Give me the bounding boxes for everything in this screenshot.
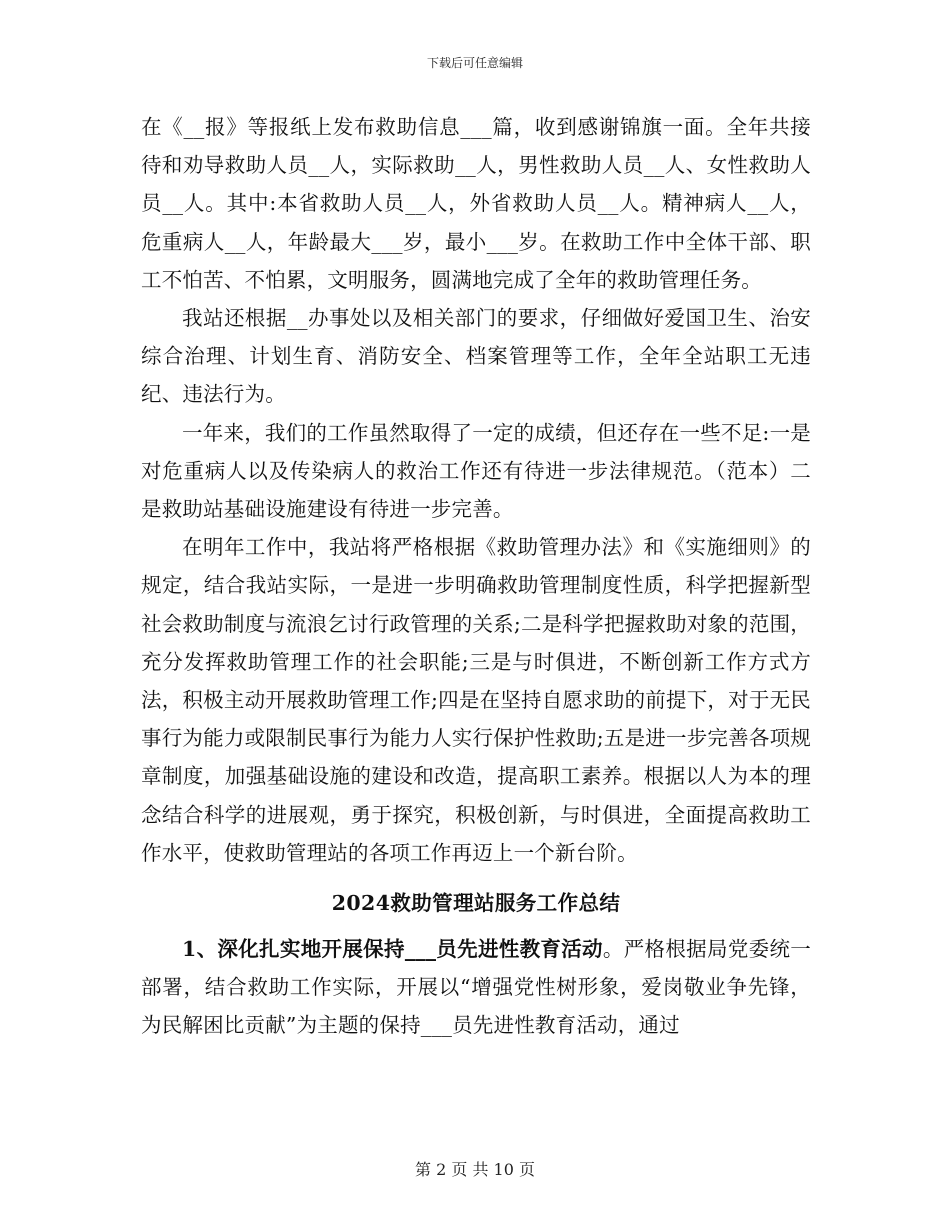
section-1-text: 。严格根据局党委统一部署，结合救助工作实际，开展以“增强党性树形象，爱岗敬业争先锋，为民解困比贡献”为主题的保持___员先进性教育活动，通过: [141, 937, 812, 1038]
paragraph-next-year-plan: 在明年工作中，我站将严格根据《救助管理办法》和《实施细则》的规定，结合我站实际，一是进一步明确救助管理制度性质，科学把握新型社会救助制度与流浪乞讨行政管理的关系;二是科学把握救助对象的范围，充分发挥救助管理工作的社会职能;三是与时俱进，不断创新工作方式方法，积极主动开展救助管理工作;四是在坚持自愿求助的前提下，对于无民事行为能力或限制民事行为能力人实行保护性救助;五是进一步完善各项规章制度，加强基础设施的建设和改造，提高职工素养。根据以人为本的理念结合科学的进展观，勇于探究，积极创新，与时俱进，全面提高救助工作水平，使救助管理站的各项工作再迈上一个新台阶。: [141, 535, 811, 865]
section-title: 2024救助管理站服务工作总结: [331, 891, 621, 916]
paragraph-statistics: 在《__报》等报纸上发布救助信息___篇，收到感谢锦旗一面。全年共接待和劝导救助人员__人，实际救助__人，男性救助人员__人、女性救助人员__人。其中:本省救助人员__人，外省救助人员__人。精神病人__人，危重病人__人，年龄最大___岁，最小___岁。在救助工作中全体干部、职工不怕苦、不怕累，文明服务，圆满地完成了全年的救助管理任务。: [141, 115, 811, 292]
document-body: [141, 108, 811, 1045]
paragraph-shortcomings: 一年来，我们的工作虽然取得了一定的成绩，但还存在一些不足:一是对危重病人以及传染病人的救治工作还有待进一步法律规范。（范本）二是救助站基础设施建设有待进一步完善。: [141, 420, 811, 522]
section-1-heading: 1、深化扎实地开展保持___员先进性教育活动: [182, 937, 603, 962]
page-number: 第 2 页 共 10 页: [415, 1160, 535, 1179]
paragraph-other-work: 我站还根据__办事处以及相关部门的要求，仔细做好爱国卫生、治安综合治理、计划生育、消防安全、档案管理等工作，全年全站职工无违纪、违法行为。: [141, 306, 811, 407]
paragraph-section-1: [141, 930, 811, 1045]
page-header: 下载后可任意编辑: [426, 56, 523, 70]
